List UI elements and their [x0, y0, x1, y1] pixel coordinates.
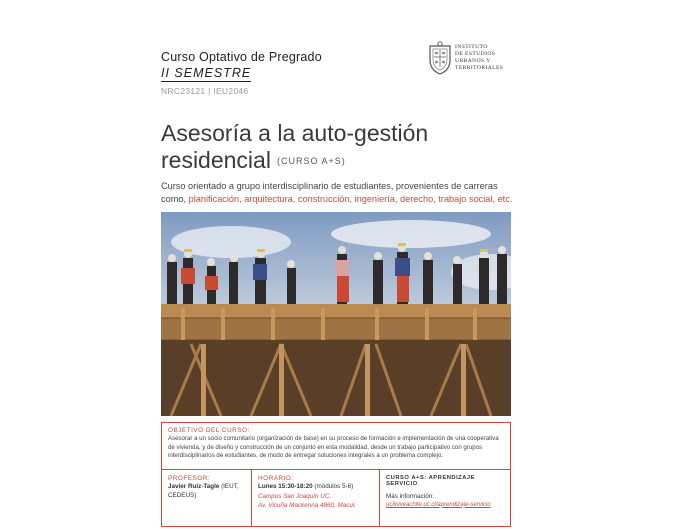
schedule-section	[252, 470, 380, 526]
course-poster	[161, 30, 513, 510]
course-codes: NRC23121 | IEU2046	[161, 86, 249, 96]
title-line-1: Asesoría a la auto-gestión	[161, 120, 429, 146]
description-lead: Curso orientado a grupo interdisciplinario de estudiantes, provenientes de carreras como,	[161, 181, 498, 204]
objective-text: Asesorar a un socio comunitario (organización de base) en su proceso de formación e implementación de una cooperativa de vivienda, y de diseño y construcción de un conjunto en esta modalidad, desde un trabajo participativo con grupos interdisciplinarios de estudiantes, de modo de entregar soluciones integrales a un problema complejo.	[168, 435, 499, 460]
professor-info	[168, 483, 245, 500]
professor-section	[162, 470, 252, 526]
service-label: CURSO A+S: APRENDIZAJE SERVICIO	[386, 475, 476, 487]
construction-photo	[161, 212, 511, 416]
university-seal-icon	[427, 40, 453, 76]
course-type: Curso Optativo de Pregrado	[161, 50, 322, 64]
schedule-label: HORARIO:	[258, 475, 294, 482]
campus-address: Av. Vicuña Mackenna 4860, Macul.	[258, 502, 357, 510]
schedule-time-line	[258, 483, 373, 492]
institute-name: INSTITUTO DE ESTUDIOS URBANOS Y TERRITORIALES	[455, 44, 504, 71]
professor-label: PROFESOR:	[168, 475, 211, 482]
schedule-time: Lunes 15:30-18:20	[258, 483, 313, 490]
schedule-modules: (módulos 5-6)	[312, 483, 354, 490]
campus-name: Campus San Joaquín UC,	[258, 492, 332, 500]
service-section	[380, 470, 510, 526]
institute-logo	[427, 40, 517, 80]
professor-name: Javier Ruiz-Tagle	[168, 483, 220, 490]
service-info-label: Más información:	[386, 493, 434, 500]
course-title	[161, 120, 513, 175]
description-fields: planificación, arquitectura, construcción, ingeniería, derecho, trabajo social, etc.	[188, 194, 513, 204]
course-info-box	[161, 422, 511, 527]
objective-section	[162, 423, 510, 470]
title-line-2: residencial	[161, 147, 271, 173]
course-description	[161, 180, 513, 206]
objective-label: OBJETIVO DEL CURSO:	[168, 427, 250, 434]
professor-affiliation: (IEUT, CEDEUS)	[168, 483, 239, 499]
service-link[interactable]: ucliniveachile.uc.cl/aprendizaje-servicio	[386, 501, 491, 508]
course-tag: (CURSO A+S)	[276, 156, 346, 167]
semester-label: II SEMESTRE	[161, 66, 252, 80]
